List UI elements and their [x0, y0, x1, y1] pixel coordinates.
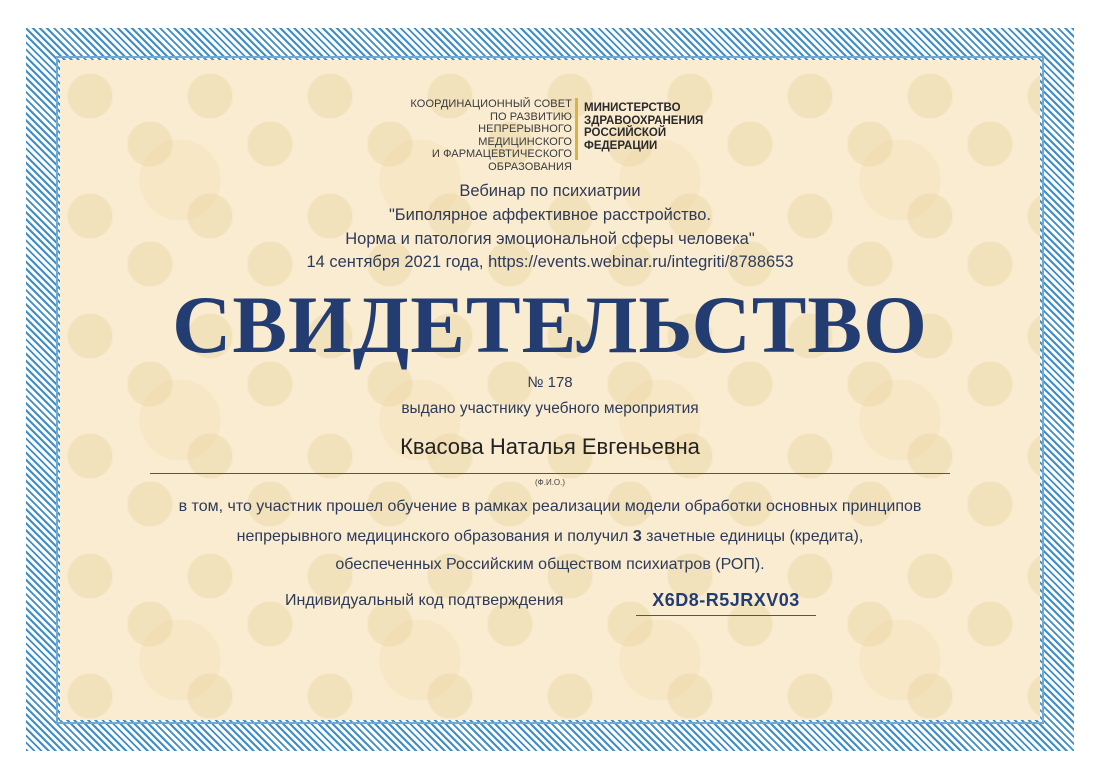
body-line-2	[0, 524, 1100, 550]
ministry-logo-text	[584, 102, 714, 152]
ministry-line: РОССИЙСКОЙ	[584, 127, 667, 139]
council-line: ОБРАЗОВАНИЯ	[488, 160, 572, 173]
name-underline	[150, 473, 950, 474]
participant-name: Квасова Наталья Евгеньевна	[400, 434, 700, 459]
body-line-2-end: зачетные единицы (кредита),	[641, 528, 864, 545]
code-underline	[636, 615, 816, 616]
ministry-line: ЗДРАВООХРАНЕНИЯ	[584, 114, 704, 127]
confirmation-code-label: Индивидуальный код подтверждения	[285, 592, 564, 609]
event-line-1: Вебинар по психиатрии	[459, 182, 641, 200]
body-line-2-start: непрерывного медицинского образования и получил	[236, 528, 633, 545]
certificate-title: СВИДЕТЕЛЬСТВО	[172, 279, 928, 370]
issued-to-label: выдано участнику учебного мероприятия	[401, 400, 699, 417]
event-line-2: "Биполярное аффективное расстройство.	[388, 206, 712, 224]
ministry-line: МИНИСТЕРСТВО	[584, 102, 681, 114]
fio-caption: (Ф.И.О.)	[534, 478, 566, 487]
event-date-url: 14 сентября 2021 года, https://events.webinar.ru/integriti/8788653	[306, 253, 794, 271]
credits-count: 3	[632, 528, 642, 545]
body-line-3: обеспеченных Российским обществом психиатров (РОП).	[335, 556, 765, 573]
body-line-1: в том, что участник прошел обучение в рамках реализации модели обработки основных принципов	[178, 498, 922, 515]
confirmation-code: X6D8-R5JRXV03	[652, 590, 800, 610]
council-logo-text	[404, 98, 572, 173]
council-line: КООРДИНАЦИОННЫЙ СОВЕТ	[410, 98, 572, 110]
council-line: МЕДИЦИНСКОГО	[478, 135, 572, 148]
council-line: И ФАРМАЦЕВТИЧЕСКОГО	[431, 148, 572, 160]
event-line-3: Норма и патология эмоциональной сферы человека"	[345, 230, 755, 248]
logo-divider	[575, 98, 578, 160]
ministry-line: ФЕДЕРАЦИИ	[584, 139, 658, 152]
council-line: ПО РАЗВИТИЮ НЕПРЕРЫВНОГО	[478, 110, 572, 135]
certificate-number: № 178	[527, 374, 573, 391]
